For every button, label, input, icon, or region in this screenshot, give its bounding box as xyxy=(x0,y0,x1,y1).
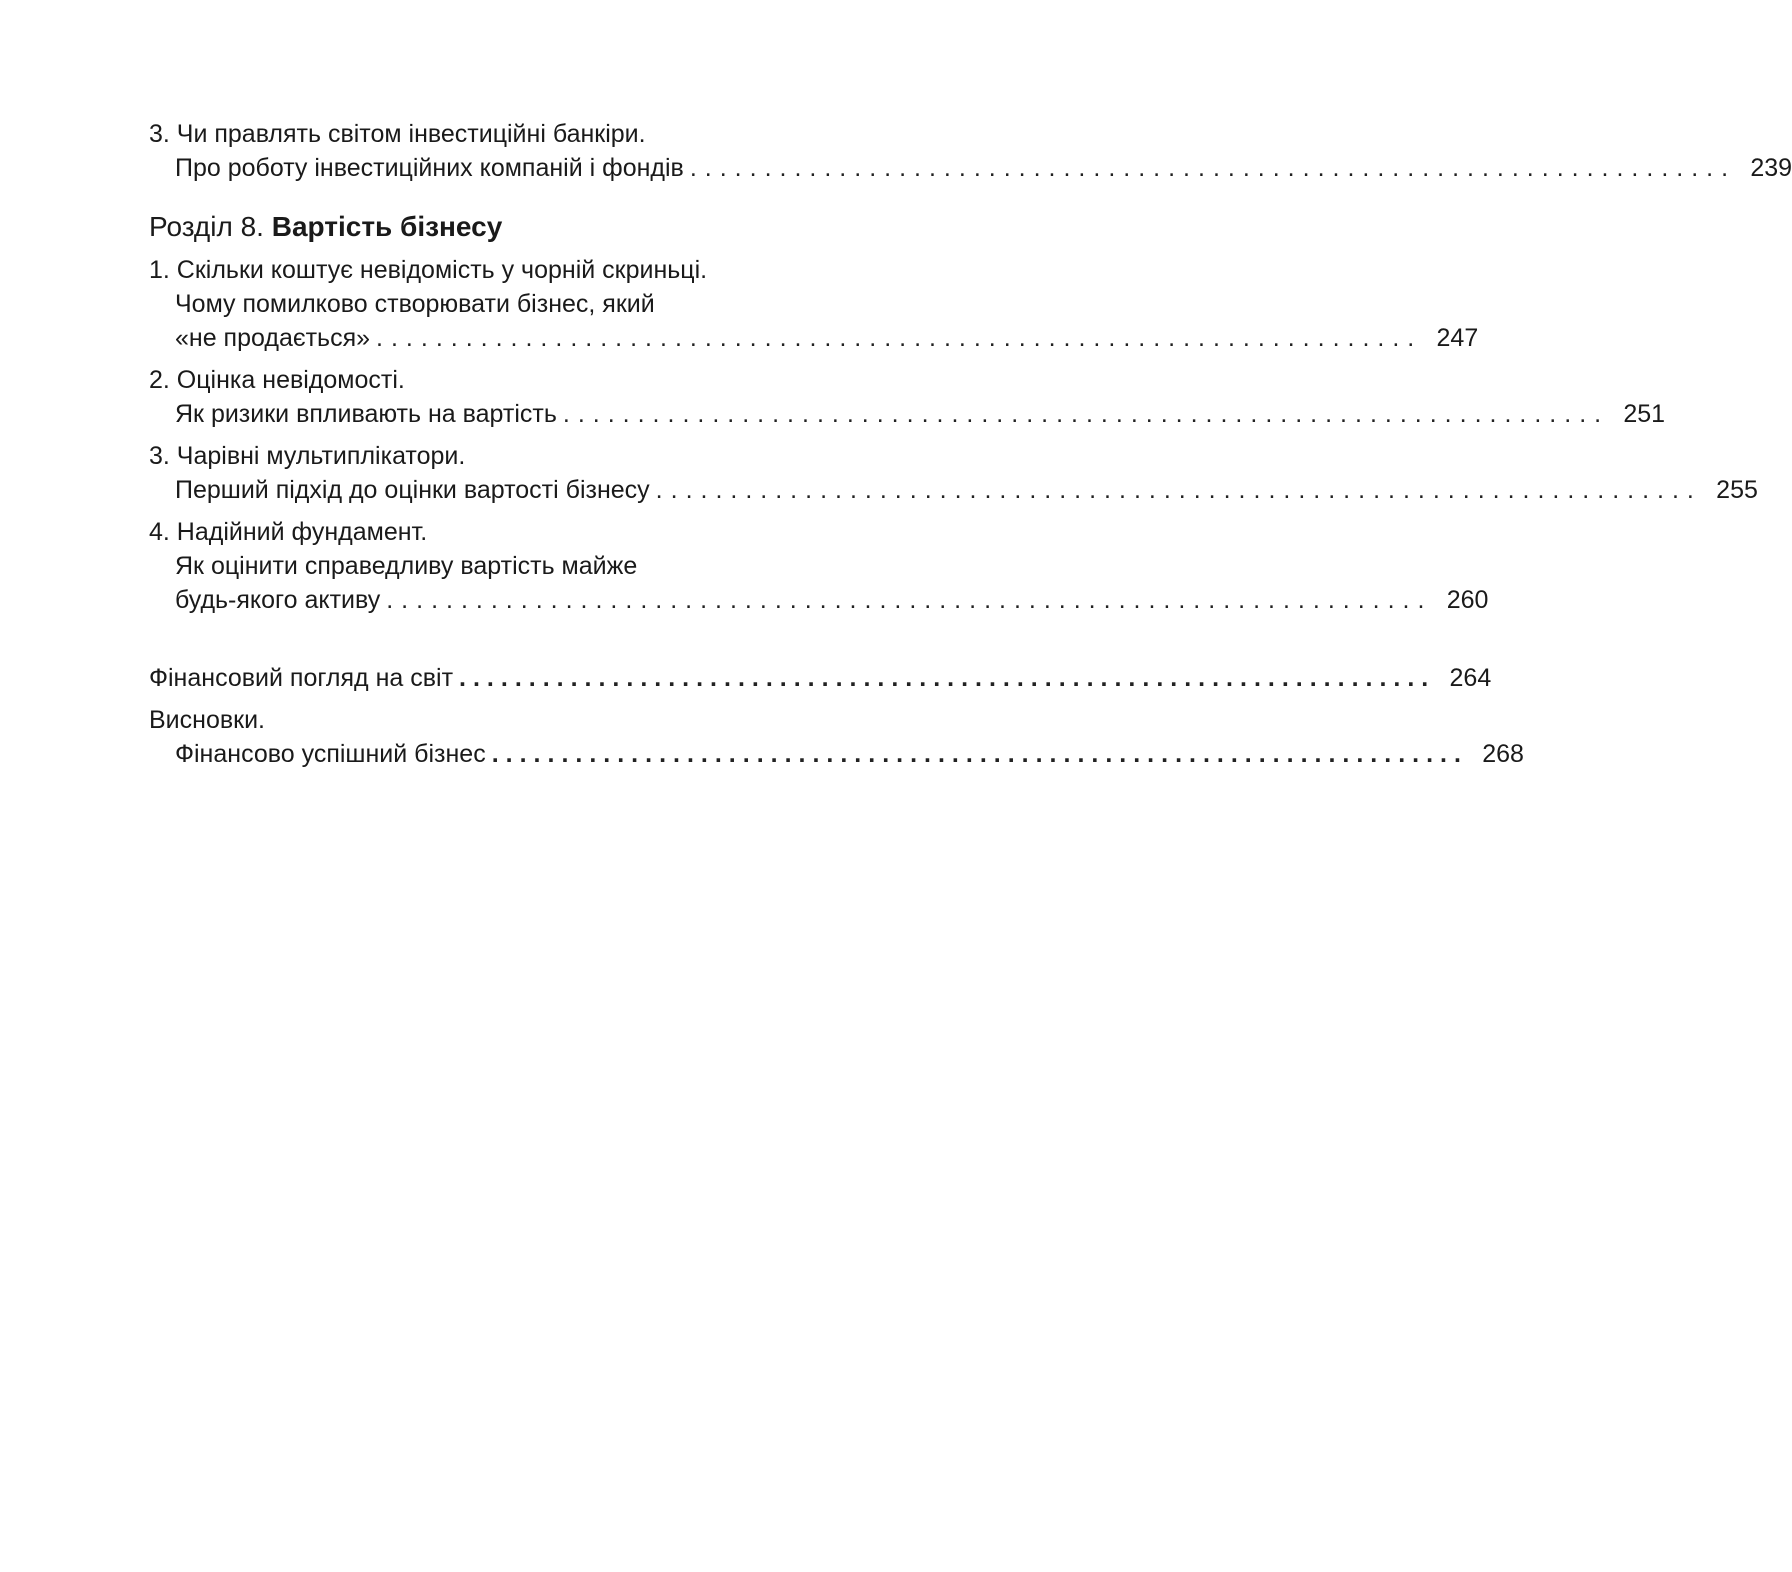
entry-last-line xyxy=(149,321,1479,355)
entry-last-line xyxy=(149,397,1666,431)
toc-entry-2-unknown-valuation[interactable] xyxy=(149,363,1666,431)
entry-title-line: Висновки. xyxy=(149,706,265,734)
entry-middle-line: Чому помилково створювати бізнес, який xyxy=(175,290,655,318)
entry-subtitle: «не продається» xyxy=(175,324,371,352)
entry-title-line: 2. Оцінка невідомості. xyxy=(149,366,405,394)
chapter-heading[interactable] xyxy=(149,209,834,245)
entry-title: Фінансовий погляд на світ xyxy=(149,664,454,692)
entry-subtitle: Як ризики впливають на вартість xyxy=(175,400,557,428)
entry-last-line xyxy=(149,473,1758,507)
entry-middle-line: Як оцінити справедливу вартість майже xyxy=(175,552,638,580)
dot-leader: ...................................................................... xyxy=(376,324,1423,352)
page-number: 268 xyxy=(1482,740,1524,768)
dot-leader: ...................................................................... xyxy=(689,154,1737,182)
toc-entry-1-black-box[interactable] xyxy=(149,253,1479,355)
page-number: 255 xyxy=(1716,476,1758,504)
entry-subtitle: Перший підхід до оцінки вартості бізнесу xyxy=(175,476,650,504)
table-of-contents xyxy=(149,117,1792,771)
page-number: 251 xyxy=(1623,400,1666,428)
entry-last-line xyxy=(149,737,1524,771)
page-number: 264 xyxy=(1449,664,1492,692)
entry-title-line: 1. Скільки коштує невідомість у чорній скриньці. xyxy=(149,256,708,284)
page-number: 247 xyxy=(1436,324,1479,352)
toc-entry-financial-view[interactable] xyxy=(149,661,1492,695)
page-number: 239 xyxy=(1750,154,1792,182)
chapter-prefix: Розділ 8. xyxy=(149,211,264,242)
entry-last-line xyxy=(149,151,1792,185)
entry-title-line: 3. Чи правлять світом інвестиційні банкіри. xyxy=(149,120,646,148)
dot-leader: ...................................................................... xyxy=(386,586,1433,614)
chapter-title: Вартість бізнесу xyxy=(271,211,503,242)
entry-title-line: 3. Чарівні мультиплікатори. xyxy=(149,442,466,470)
toc-entry-3-investment-bankers[interactable] xyxy=(149,117,1792,185)
entry-last-line xyxy=(149,661,1492,695)
entry-subtitle: будь-якого активу xyxy=(175,586,381,614)
toc-entry-conclusions[interactable] xyxy=(149,703,1524,771)
entry-subtitle: Про роботу інвестиційних компаній і фондів xyxy=(175,154,684,182)
entry-subtitle: Фінансово успішний бізнес xyxy=(175,740,486,768)
entry-title-line: 4. Надійний фундамент. xyxy=(149,518,428,546)
page-number: 260 xyxy=(1446,586,1489,614)
dot-leader: ...................................................................... xyxy=(655,476,1702,504)
dot-leader: ...................................................................... xyxy=(491,740,1468,768)
dot-leader: ...................................................................... xyxy=(562,400,1610,428)
toc-entry-4-foundation[interactable] xyxy=(149,515,1489,617)
toc-entry-3-multipliers[interactable] xyxy=(149,439,1758,507)
entry-last-line xyxy=(149,583,1489,617)
dot-leader: ...................................................................... xyxy=(459,664,1436,692)
